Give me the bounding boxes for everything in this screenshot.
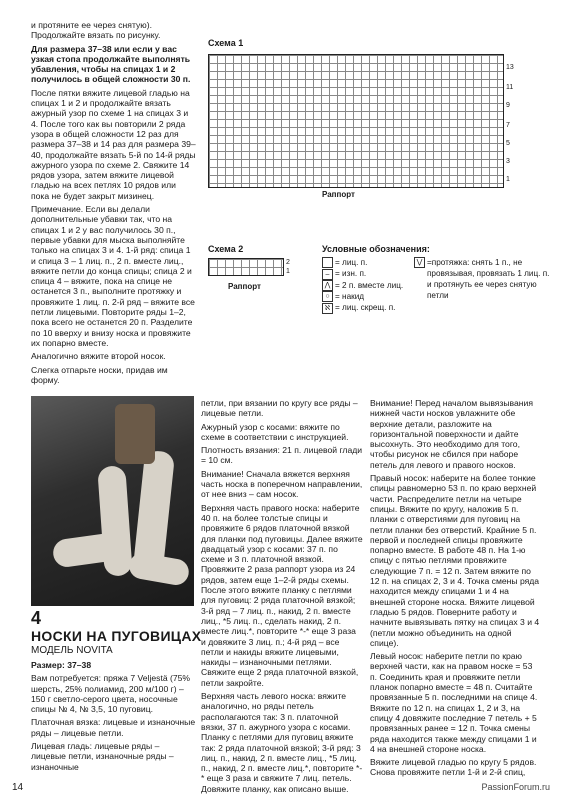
paragraph: Плотность вязания: 21 п. лицевой глади = 10 см. bbox=[201, 445, 363, 466]
paragraph: Вяжите лицевой гладью по кругу 5 рядов. Снова провяжите петли 1-й и 2-й спиц, bbox=[370, 757, 537, 778]
scheme1-row-label: 13 bbox=[506, 64, 514, 71]
model-title: НОСКИ НА ПУГОВИЦАХ bbox=[31, 628, 202, 644]
scheme2-rapport-label: Раппорт bbox=[228, 282, 261, 291]
paragraph-note: Примечание. Если вы делали дополнительные убавки так, что на спицах 1 и 2 у вас получилось 30 п., первые убавки для мыска выполняйте только на спицах 3 и 4. 1-й ряд: спица 1 и спица 3 – 1 лиц. п., 2 п. вместе лиц., вяжите петли до конца спицы; спица 2 и спица 4 – вяжите, пока на спице не останется 3 п., выполните протяжку и провяжите 1 лиц. п. 2-й ряд – вяжите все петли лицевыми. Повторите ряды 1–2, пока всего не останется 20 п. Разделите по 10 вверху и внизу носка и провяжите их попарно вместе. bbox=[31, 204, 195, 348]
paragraph: Аналогично вяжите второй носок. bbox=[31, 351, 166, 362]
left-text-column bbox=[31, 20, 196, 388]
paragraph: Левый носок: наберите петли по краю верхней части, как на правом носке = 53 п. Соединить края и провяжите петли планок попарно вместе = 48 п. Считайте провязанные 5 п. последними на спице 4. Вяжите по 12 п. на спицах 1, 2 и 3, на спицу 4 довяжите последние 7 петель + 5 провязанных ранее = 12 п. Точка смены ряда находится также между спицами 1 и 4 на внешней стороне носка. bbox=[370, 651, 538, 754]
middle-text-column bbox=[201, 398, 363, 797]
paragraph: Внимание! Сначала вяжется верхняя часть носка в поперечном направлении, от нее вниз – сам носок. bbox=[201, 468, 363, 500]
paragraph: петли, при вязании по кругу все ряды – лицевые петли. bbox=[201, 398, 358, 419]
scheme2-grid bbox=[208, 258, 284, 276]
paragraph: Слегка отпарьте носки, придав им форму. bbox=[31, 364, 168, 385]
ssk-symbol-icon: ⋁ bbox=[414, 257, 425, 268]
paragraph: Верхняя часть правого носка: наберите 40 п. на более толстые спицы и провяжите 6 рядов платочной вязкой для планки под пуговицы. Далее вяжите двадцатый узор с косами: 37 п. по схеме и 3 п. платочной вязкой. Провяжите 2 раза раппорт узора из 24 рядов, затем еще 1–2-й ряды схемы. После этого вяжите планку с петлями для пуговиц: 2 ряда платочной вязкой; 3-й ряд – 7 лиц. п., накид, 2 п. вместе лиц., *5 лиц. п., сделать накид, 2 п. вместе лиц.*, повторите *-* еще 3 раза и довяжите 3 лиц. п.; 4-й ряд – все петли и накиды вяжите лицевыми, накиды – изнаночными петлями. Свяжите еще 2 ряда платочной вязкой, петли закройте. bbox=[201, 502, 363, 688]
legend-item: = лиц. п. bbox=[322, 257, 414, 268]
paragraph: После пятки вяжите лицевой гладью на спицах 1 и 2 и продолжайте вязать ажурный узор по схеме 1 на спицах 3 и 4. После того как вы повторили 2 ряда узора в общей сложности 12 раз для размера 37–38 и 14 раз для размера 39–40, продолжайте вязать 5-й по 14-й ряды ажурного узора по схеме 2. Свяжите 14 рядов узора, затем вяжите лицевой гладью на всех петлях 10 рядов или пока не будет закрыт мизинец. bbox=[31, 87, 196, 201]
page-number: 14 bbox=[12, 782, 24, 793]
scheme1-row-label: 11 bbox=[506, 84, 514, 91]
scheme1-rapport-label: Раппорт bbox=[322, 190, 355, 199]
scheme1-row-label: 9 bbox=[506, 102, 510, 109]
paragraph: Верхняя часть левого носка: вяжите аналогично, но ряды петель располагаются так: 3 п. платочной вязки, 37 п. ажурного узора с косами. Планку с петлями для пуговиц вяжите так: 2 ряда платочной вязкой; 3-й ряд: 3 лиц. п., накид, 2 п. вместе лиц., *5 лиц. п., накид, 2 п. вместе лиц.*, повторите *-* еще 3 раза и свяжите 7 лиц. петель. Довяжите планку, как описано выше. bbox=[201, 691, 363, 794]
k2tog-symbol-icon: ⋀ bbox=[322, 280, 333, 291]
legend bbox=[322, 244, 550, 314]
legend-item: – = изн. п. bbox=[322, 268, 414, 279]
materials: Вам потребуется: пряжа 7 Veljestä (75% шерсть, 25% полиамид, 200 м/100 г) – 150 г светло-серого цвета, носочные спицы № 4, № 3,5, 10 пуговиц. bbox=[31, 673, 191, 715]
knit-symbol-icon bbox=[322, 257, 333, 268]
purl-symbol-icon: – bbox=[322, 269, 333, 280]
scheme1-title: Схема 1 bbox=[208, 38, 244, 48]
socks-photo bbox=[31, 396, 194, 606]
legend-item: ⋀ = 2 п. вместе лиц. bbox=[322, 280, 414, 291]
model-details bbox=[31, 660, 196, 775]
paragraph: Для размера 37–38 или если у вас узкая стопа продолжайте выполнять убавления, чтобы на спицах 1 и 2 получилось в общей сложности 30 п. bbox=[31, 43, 191, 85]
yarnover-symbol-icon: ○ bbox=[322, 291, 333, 302]
paragraph: и протяните ее через снятую). Продолжайте вязать по рисунку. bbox=[31, 20, 161, 41]
paragraph: Правый носок: наберите на более тонкие спицы равномерно 53 п. по краю верхней части. Распределите петли на четыре спицы. Вяжите по кругу, наложив 5 п. планки с отверстиями для пуговиц на петли планки без отверстий. Крайние 5 п. первой и последней спицы провяжите попарно вместе. В работе 48 п. На 1-ю спицу с пятью петлями провяжите следующие 7 п. = 12 п. Затем вяжите по 12 п. на спицах 2, 3 и 4. Точка смены ряда находится между спицами 1 и 4 на внешней стороне носка. Вяжите лицевой гладью 5 рядов. Поверните работу и начните вывязывать пятку на спицах 3 и 4 (петли можно объединить на одной спице). bbox=[370, 473, 540, 648]
scheme2-row-label: 1 bbox=[286, 268, 290, 275]
scheme1-grid bbox=[208, 54, 504, 188]
model-subtitle: МОДЕЛЬ NOVITA bbox=[31, 645, 113, 656]
scheme2-row-label: 2 bbox=[286, 259, 290, 266]
size: Размер: 37–38 bbox=[31, 660, 92, 670]
scheme1-row-label: 5 bbox=[506, 140, 510, 147]
footer-watermark: PassionForum.ru bbox=[481, 782, 550, 792]
paragraph: Ажурный узор с косами: вяжите по схеме в соответствии с инструкцией. bbox=[201, 421, 349, 442]
scheme1-row-label: 1 bbox=[506, 176, 510, 183]
stockinette: Лицевая гладь: лицевые ряды – лицевые петли, изнаночные ряды – изнаночные bbox=[31, 741, 174, 772]
model-number: 4 bbox=[31, 608, 42, 628]
scheme1-row-label: 7 bbox=[506, 122, 510, 129]
paragraph: Внимание! Перед началом вывязывания нижней части носков увлажните обе верхние детали, разложите на горизонтальной поверхности и дайте высохнуть. Это необходимо для того, чтобы рисунок не сбился при наборе петель для левого и правого носков. bbox=[370, 398, 534, 470]
scheme2-title: Схема 2 bbox=[208, 244, 244, 254]
scheme1-row-label: 3 bbox=[506, 158, 510, 165]
legend-title: Условные обозначения: bbox=[322, 244, 430, 254]
twisted-knit-symbol-icon: ℵ bbox=[322, 303, 333, 314]
legend-note: =протяжка: снять 1 п., не провязывая, провязать 1 лиц. п. и протянуть ее через снятую петли bbox=[427, 258, 550, 300]
legend-item: ○ = накид bbox=[322, 291, 414, 302]
right-text-column bbox=[370, 398, 540, 781]
legend-item: ℵ = лиц. скрещ. п. bbox=[322, 302, 414, 313]
garter-stitch: Платочная вязка: лицевые и изнаночные ряды – лицевые петли. bbox=[31, 717, 196, 738]
